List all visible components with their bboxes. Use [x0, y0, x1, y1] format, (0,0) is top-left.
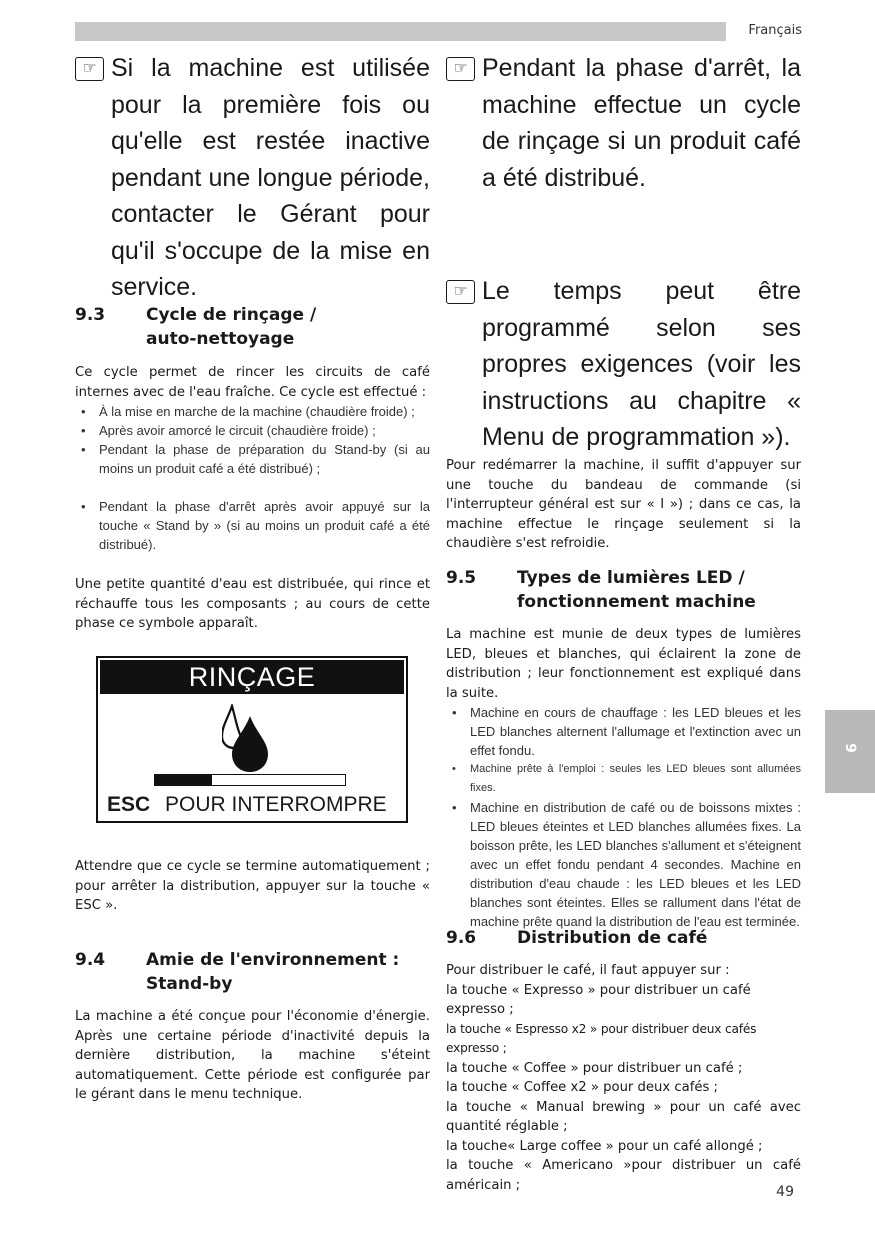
coffee-line: Pour distribuer le café, il faut appuyer sur : [446, 963, 730, 978]
section-title-line: Stand-by [146, 974, 233, 994]
rinse-wait-paragraph: Attendre que ce cycle se termine automatiquement ; pour arrêter la distribution, appuyer sur la touche « ESC ». [75, 859, 430, 913]
coffee-line: la touche « Coffee » pour distribuer un café ; [446, 1060, 743, 1076]
note-time-text: Le temps peut être programmé selon ses propres exigences (voir les instructions au chapitre « Menu de programmation »). [482, 277, 801, 451]
header-language: Français [748, 23, 802, 38]
section-title-line: Distribution de café [517, 928, 708, 948]
coffee-line: la touche « Americano »pour distribuer un café américain ; [446, 1158, 801, 1193]
list-item: • Après avoir amorcé le circuit (chaudière froide) ; [75, 421, 430, 440]
section-title-line: Types de lumières LED / [517, 568, 745, 588]
standby-paragraph: La machine a été conçue pour l'économie d'énergie. Après une certaine période d'inactivité depuis la dernière distribution, la machine s'éteint automatiquement. Cette période est configurée par le gérant dans le menu technique. [75, 1009, 430, 1102]
list-item: • Machine en cours de chauffage : les LED bleues et les LED blanches alternent l'allumage et l'extinction avec un effet fondu. [446, 703, 801, 760]
display-title: RINÇAGE [100, 660, 404, 694]
note-first-use-text: Si la machine est utilisée pour la première fois ou qu'elle est restée inactive pendant une longue période, contacter le Gérant pour qu'il s'occupe de la mise en service. [111, 54, 430, 301]
coffee-line: la touche « Coffee x2 » pour deux cafés ; [446, 1080, 718, 1095]
rinse-progress-bar [154, 774, 346, 786]
coffee-line: la touche « Espresso x2 » pour distribuer deux cafés expresso ; [446, 1021, 757, 1055]
section-title-line: Cycle de rinçage / [146, 305, 317, 325]
note-time-programmable [446, 273, 801, 456]
section-number: 9.6 [446, 928, 477, 948]
esc-label: ESC [107, 793, 151, 816]
section-9-3-heading [75, 303, 430, 351]
water-drops-icon [222, 704, 272, 774]
list-item: • À la mise en marche de la machine (chaudière froide) ; [75, 402, 430, 421]
list-item: • Machine prête à l'emploi : seules les LED bleues sont allumées fixes. [446, 760, 801, 798]
coffee-line: la touche« Large coffee » pour un café allongé ; [446, 1138, 763, 1154]
rinse-wait-text [75, 857, 430, 916]
note-shutdown-text: Pendant la phase d'arrêt, la machine effectue un cycle de rinçage si un produit café a été distribué. [482, 54, 801, 192]
list-item: • Pendant la phase de préparation du Stand-by (si au moins un produit café a été distribué) ; [75, 440, 430, 478]
rinse-conditions-list [75, 402, 430, 554]
note-shutdown-rinse [446, 50, 801, 196]
hand-pointing-icon: ☞ [446, 280, 475, 304]
led-intro: La machine est munie de deux types de lumières LED, bleues et blanches, qui éclairent la zone de distribution ; leur fonctionnement est expliqué dans la suite. [446, 627, 801, 701]
list-item: • Pendant la phase d'arrêt après avoir appuyé sur la touche « Stand by » (si au moins un produit café a été distribué). [75, 497, 430, 554]
section-9-4-body [75, 1007, 430, 1105]
coffee-line: la touche « Manual brewing » pour un café avec quantité réglable ; [446, 1099, 801, 1134]
section-title-line: Amie de l'environnement : [146, 950, 400, 970]
section-9-5-heading [446, 566, 801, 614]
rinse-after-paragraph: Une petite quantité d'eau est distribuée, qui rince et réchauffe tous les composants ; au cours de cette phase ce symbole apparaît. [75, 577, 430, 631]
coffee-line: la touche « Expresso » pour distribuer un café expresso ; [446, 982, 751, 1017]
restart-text [446, 456, 801, 554]
rinse-intro: Ce cycle permet de rincer les circuits de café internes avec de l'eau fraîche. Ce cycle est effectué : [75, 365, 430, 400]
section-9-3-body [75, 363, 430, 554]
section-9-4-heading [75, 948, 430, 996]
rinse-progress-fill [155, 775, 212, 785]
section-number: 9.3 [75, 305, 106, 325]
rinse-display-screen [96, 656, 408, 823]
section-9-6-heading [446, 926, 801, 950]
section-title-line: fonctionnement machine [517, 592, 756, 612]
note-first-use [75, 50, 430, 306]
restart-paragraph: Pour redémarrer la machine, il suffit d'appuyer sur une touche du bandeau de commande (si l'interrupteur général est sur « I ») ; dans ce cas, la machine effectue le rinçage seulement si la chaudière s'est refroidie. [446, 458, 801, 551]
list-item: • Machine en distribution de café ou de boissons mixtes : LED bleues éteintes et LED blanches allumées fixes. La boisson prête, les LED blanches s'allument et s'éteignent avec un effet fondu pendant 4 secondes. Machine en distribution d'eau chaude : les LED bleues et les LED blanches sont éteintes. Elles se rallument dans l'état de machine prête quand la distribution de l'eau est terminée. [446, 798, 801, 931]
rinse-after-text [75, 575, 430, 634]
section-number: 9.4 [75, 950, 106, 970]
hand-pointing-icon: ☞ [446, 57, 475, 81]
chapter-side-tab [825, 710, 875, 793]
interrupt-label: POUR INTERROMPRE [165, 793, 387, 816]
page-number: 49 [776, 1184, 794, 1200]
chapter-number: 9 [842, 743, 858, 753]
led-states-list [446, 703, 801, 931]
hand-pointing-icon: ☞ [75, 57, 104, 81]
section-9-5-body [446, 625, 801, 931]
section-number: 9.5 [446, 568, 477, 588]
section-title-line: auto-nettoyage [146, 329, 295, 349]
section-9-6-body [446, 961, 801, 1195]
header-bar [75, 22, 726, 41]
